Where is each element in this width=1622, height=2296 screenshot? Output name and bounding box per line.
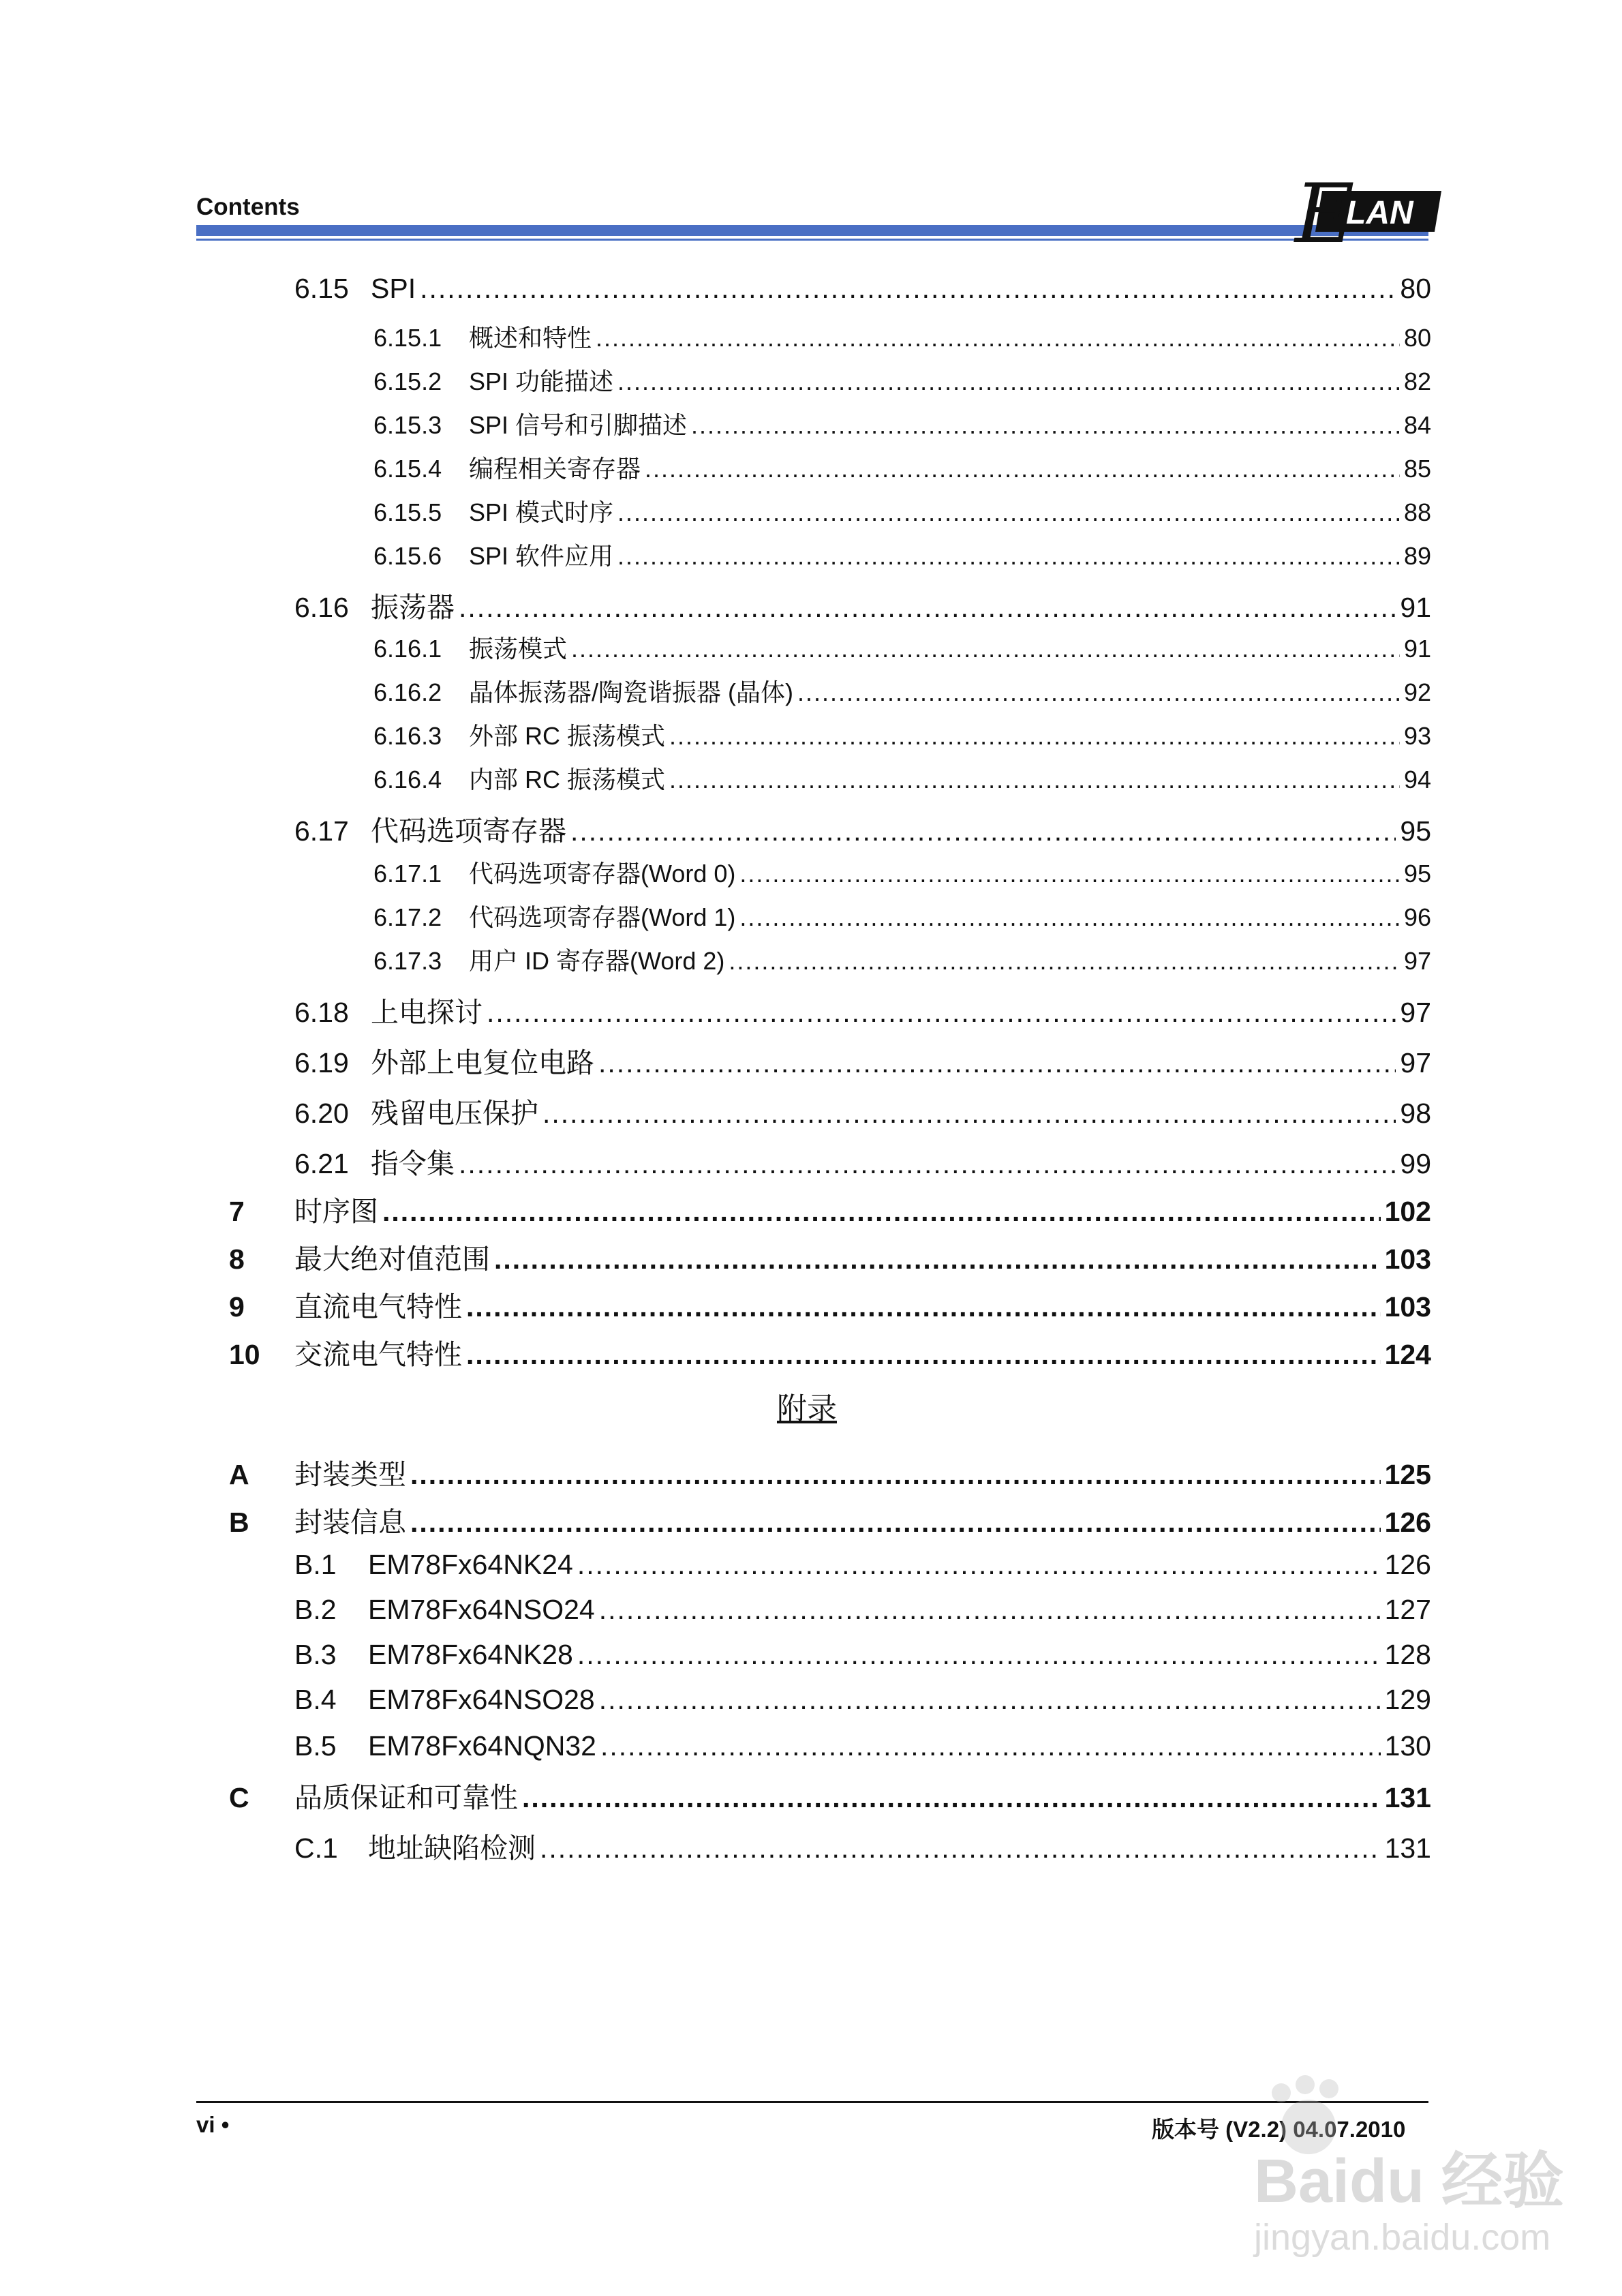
toc-entry-number: C.1 (294, 1832, 338, 1864)
toc-entry[interactable] (229, 1452, 1431, 1492)
toc-entry-number: 6.15.2 (373, 367, 442, 395)
toc-entry-number: B (229, 1507, 249, 1538)
toc-entry-title: 用户 ID 寄存器(Word 2) (469, 947, 725, 975)
toc-entry-title: 最大绝对值范围 (294, 1243, 490, 1275)
toc-dot-leader (596, 324, 1400, 352)
toc-entry[interactable] (294, 1639, 1431, 1671)
toc-entry-page: 88 (1403, 498, 1431, 526)
toc-entry-number: B.3 (294, 1639, 337, 1670)
toc-entry-title: EM78Fx64NK24 (368, 1549, 573, 1580)
toc-entry-page: 97 (1400, 997, 1431, 1028)
toc-entry[interactable] (294, 1091, 1431, 1131)
toc-dot-leader (669, 722, 1400, 751)
toc-entry-title: 代码选项寄存器 (371, 815, 566, 847)
toc-entry-number: C (229, 1782, 249, 1813)
toc-dot-leader (487, 997, 1396, 1029)
toc-entry[interactable] (373, 319, 1431, 354)
toc-entry-number: B.2 (294, 1594, 337, 1625)
toc-dot-leader (410, 1507, 1381, 1539)
toc-entry-page: 126 (1384, 1549, 1431, 1580)
toc-entry[interactable] (294, 1826, 1431, 1866)
toc-entry-title: 地址缺陷检测 (368, 1832, 536, 1864)
toc-dot-leader (577, 1639, 1381, 1671)
toc-entry[interactable] (294, 1549, 1431, 1581)
toc-entry-title: 时序图 (294, 1195, 378, 1228)
toc-entry-page: 89 (1403, 542, 1431, 570)
toc-entry-title: 外部 RC 振荡模式 (469, 722, 666, 750)
toc-entry-page: 128 (1384, 1639, 1431, 1670)
toc-entry-page: 82 (1403, 367, 1431, 395)
toc-entry[interactable] (229, 1332, 1431, 1372)
footer-version: 版本号 (V2.2) 04.07.2010 (1152, 2117, 1406, 2142)
toc-entry-number: 6.17 (294, 815, 349, 847)
toc-entry-number: 6.16.3 (373, 722, 442, 750)
toc-entry-page: 91 (1400, 592, 1431, 623)
toc-entry-title: 代码选项寄存器(Word 0) (469, 860, 736, 888)
toc-entry-page: 91 (1403, 635, 1431, 663)
toc-entry-page: 80 (1403, 324, 1431, 352)
paw-toe (1272, 2083, 1291, 2102)
toc-entry[interactable] (373, 674, 1431, 708)
footer-page-label: vi • (196, 2112, 230, 2137)
toc-entry-number: B.4 (294, 1684, 337, 1715)
toc-entry[interactable] (294, 1730, 1431, 1762)
toc-dot-leader (739, 860, 1400, 888)
toc-entry-page: 97 (1400, 1047, 1431, 1078)
toc-dot-leader (577, 1549, 1381, 1581)
toc-entry-title: SPI 模式时序 (469, 498, 614, 526)
toc-entry[interactable] (373, 450, 1431, 485)
toc-dot-leader (571, 635, 1400, 663)
toc-entry-number: 6.19 (294, 1047, 349, 1078)
toc-entry-page: 92 (1403, 678, 1431, 706)
toc-dot-leader (459, 1148, 1396, 1180)
toc-entry-page: 95 (1403, 860, 1431, 888)
toc-entry[interactable] (294, 1040, 1431, 1081)
toc-entry-page: 85 (1403, 455, 1431, 483)
toc-entry[interactable] (373, 898, 1431, 933)
toc-entry-page: 124 (1384, 1339, 1431, 1370)
toc-entry-number: 6.17.2 (373, 903, 442, 931)
toc-entry-title: 外部上电复位电路 (371, 1047, 594, 1078)
toc-dot-leader (617, 542, 1400, 571)
toc-entry[interactable] (294, 1594, 1431, 1626)
toc-entry-title: 封装信息 (294, 1506, 406, 1539)
watermark-brand: Baidu 经验 (1254, 2147, 1565, 2216)
toc-entry-title: 代码选项寄存器(Word 1) (469, 903, 736, 931)
toc-dot-leader (466, 1339, 1381, 1371)
toc-entry-number: 6.16.2 (373, 678, 442, 706)
toc-entry-number: 8 (229, 1243, 245, 1275)
toc-entry-title: 概述和特性 (469, 324, 592, 352)
toc-dot-leader (542, 1098, 1396, 1130)
toc-dot-leader (410, 1459, 1381, 1491)
toc-dot-leader (739, 903, 1400, 932)
toc-entry-page: 129 (1384, 1684, 1431, 1715)
toc-entry-title: 编程相关寄存器 (469, 455, 641, 483)
toc-entry[interactable] (373, 363, 1431, 397)
baidu-watermark (1213, 2066, 1595, 2270)
toc-entry-page: 131 (1384, 1782, 1431, 1813)
toc-entry-number: 9 (229, 1291, 245, 1323)
toc-entry[interactable] (294, 585, 1431, 625)
toc-entry-page: 80 (1400, 273, 1431, 304)
toc-entry[interactable] (294, 1684, 1431, 1716)
logo-text: LAN (1346, 195, 1413, 231)
toc-entry-title: SPI 软件应用 (469, 542, 614, 570)
toc-entry[interactable] (373, 630, 1431, 665)
toc-entry-page: 103 (1384, 1291, 1431, 1323)
toc-entry-number: 6.21 (294, 1148, 349, 1179)
toc-entry[interactable] (373, 855, 1431, 890)
toc-entry-title: 振荡器 (371, 592, 455, 623)
toc-entry-page: 96 (1403, 903, 1431, 931)
toc-dot-leader (691, 411, 1400, 440)
toc-entry-title: 残留电压保护 (371, 1098, 538, 1129)
toc-entry-page: 126 (1384, 1507, 1431, 1538)
toc-entry[interactable] (373, 717, 1431, 752)
toc-entry-title: SPI 功能描述 (469, 367, 614, 395)
toc-entry-number: 6.15.6 (373, 542, 442, 570)
toc-entry[interactable] (294, 990, 1431, 1030)
paw-toe (1296, 2075, 1315, 2094)
toc-entry[interactable] (373, 761, 1431, 796)
toc-dot-leader (540, 1832, 1381, 1864)
toc-entry-title: 上电探讨 (371, 997, 483, 1028)
toc-entry-number: 6.20 (294, 1098, 349, 1129)
toc-entry-number: 6.16.4 (373, 766, 442, 794)
toc-entry-number: B.1 (294, 1549, 337, 1580)
toc-entry[interactable] (229, 1775, 1431, 1815)
logo-e: E (1295, 167, 1355, 262)
toc-entry[interactable] (229, 1500, 1431, 1540)
toc-entry-title: 振荡模式 (469, 635, 568, 663)
toc-entry[interactable] (373, 537, 1431, 572)
toc-entry-page: 97 (1403, 947, 1431, 975)
toc-entry-page: 125 (1384, 1459, 1431, 1490)
toc-entry[interactable] (229, 1237, 1431, 1277)
toc-dot-leader (600, 1730, 1381, 1762)
toc-dot-leader (599, 1684, 1381, 1716)
toc-entry-number: 6.15.3 (373, 411, 442, 439)
toc-entry-title: EM78Fx64NK28 (368, 1639, 573, 1670)
toc-entry-number: 6.17.1 (373, 860, 442, 888)
toc-entry-title: 交流电气特性 (294, 1338, 462, 1371)
toc-dot-leader (522, 1782, 1381, 1814)
toc-entry-page: 99 (1400, 1148, 1431, 1179)
toc-entry-title: 内部 RC 振荡模式 (469, 766, 666, 794)
toc-dot-leader (598, 1047, 1396, 1079)
toc-entry-number: 6.15.5 (373, 498, 442, 526)
toc-entry-number: 6.16 (294, 592, 349, 623)
toc-dot-leader (382, 1196, 1381, 1228)
toc-entry[interactable] (373, 406, 1431, 441)
toc-dot-leader (466, 1291, 1381, 1323)
toc-entry-number: 6.18 (294, 997, 349, 1028)
toc-entry-number: 10 (229, 1339, 260, 1370)
toc-dot-leader (459, 592, 1396, 624)
toc-entry[interactable] (294, 809, 1431, 849)
toc-entry-page: 93 (1403, 722, 1431, 750)
toc-dot-leader (669, 766, 1400, 794)
toc-entry-page: 131 (1384, 1832, 1431, 1864)
toc-entry-number: 7 (229, 1196, 245, 1227)
toc-entry-title: SPI 信号和引脚描述 (469, 411, 688, 439)
toc-dot-leader (617, 367, 1400, 396)
toc-entry-title: SPI (371, 273, 416, 304)
toc-entry-title: 品质保证和可靠性 (294, 1781, 518, 1814)
toc-entry-number: 6.15.1 (373, 324, 442, 352)
toc-entry-title: 指令集 (371, 1148, 455, 1179)
toc-entry[interactable] (373, 494, 1431, 528)
toc-entry-number: 6.15.4 (373, 455, 442, 483)
toc-entry-title: EM78Fx64NQN32 (368, 1730, 596, 1762)
toc-entry-title: EM78Fx64NSO24 (368, 1594, 595, 1625)
toc-entry-number: 6.17.3 (373, 947, 442, 975)
toc-entry-page: 102 (1384, 1196, 1431, 1227)
toc-dot-leader (420, 273, 1396, 305)
toc-dot-leader (645, 455, 1400, 483)
toc-entry-title: 封装类型 (294, 1458, 406, 1491)
toc-entry-page: 127 (1384, 1594, 1431, 1625)
toc-entry[interactable] (229, 1189, 1431, 1229)
toc-dot-leader (797, 678, 1400, 707)
toc-entry-title: EM78Fx64NSO28 (368, 1684, 595, 1715)
toc-entry[interactable] (373, 942, 1431, 977)
toc-entry[interactable] (229, 1284, 1431, 1325)
toc-entry[interactable] (294, 273, 1431, 305)
toc-entry-number: A (229, 1459, 249, 1490)
toc-entry-title: 直流电气特性 (294, 1290, 462, 1323)
toc-entry-page: 98 (1400, 1098, 1431, 1129)
toc-dot-leader (570, 815, 1396, 847)
toc-dot-leader (617, 498, 1400, 527)
toc-entry-page: 103 (1384, 1243, 1431, 1275)
paw-toe (1319, 2079, 1338, 2098)
toc-entry-page: 94 (1403, 766, 1431, 794)
toc-entry-page: 130 (1384, 1730, 1431, 1762)
toc-entry-page: 84 (1403, 411, 1431, 439)
appendix-heading: 附录 (777, 1391, 837, 1426)
toc-entry-title: 晶体振荡器/陶瓷谐振器 (晶体) (469, 678, 793, 706)
toc-entry-number: 6.15 (294, 273, 349, 304)
header-title: Contents (196, 194, 300, 220)
watermark-url: jingyan.baidu.com (1254, 2217, 1551, 2258)
toc-dot-leader (599, 1594, 1381, 1626)
toc-entry[interactable] (294, 1141, 1431, 1181)
toc-entry-page: 95 (1400, 815, 1431, 847)
paw-pad (1281, 2100, 1336, 2154)
toc-dot-leader (729, 947, 1400, 976)
toc-dot-leader (494, 1243, 1381, 1275)
toc-entry-number: B.5 (294, 1730, 337, 1762)
toc-entry-number: 6.16.1 (373, 635, 442, 663)
